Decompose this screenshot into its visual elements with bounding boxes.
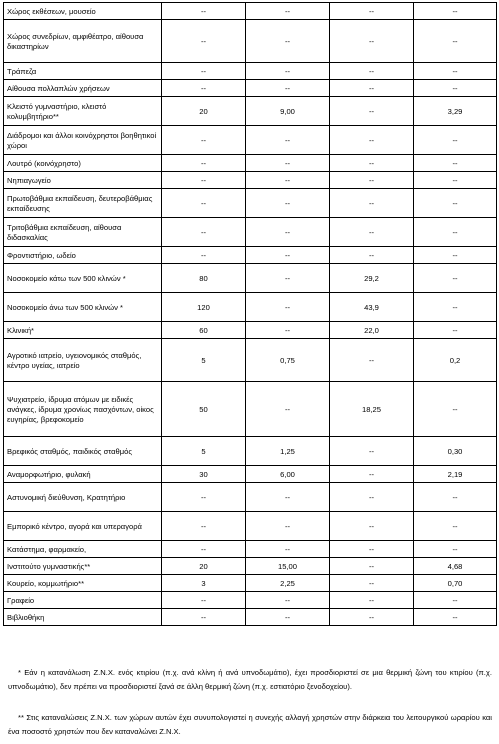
value-cell-col-1: 5 — [162, 339, 246, 382]
value-cell-col-3: -- — [330, 512, 414, 541]
value-cell-col-2: 0,75 — [246, 339, 330, 382]
value-cell-col-3: -- — [330, 437, 414, 466]
table-row — [4, 20, 497, 63]
value-cell-col-1: -- — [162, 218, 246, 247]
value-cell-col-1: -- — [162, 541, 246, 558]
value-cell-col-4: -- — [414, 218, 497, 247]
row-label: Χώρος συνεδρίων, αμφιθέατρο, αίθουσα δικαστηρίων — [4, 20, 162, 63]
table-row — [4, 218, 497, 247]
value-cell-col-4: -- — [414, 80, 497, 97]
value-cell-col-1: -- — [162, 247, 246, 264]
row-label: Νοσοκομείο κάτω των 500 κλινών * — [4, 264, 162, 293]
row-label: Αγροτικό ιατρείο, υγειονομικός σταθμός, κέντρο υγείας, ιατρείο — [4, 339, 162, 382]
value-cell-col-4: 3,29 — [414, 97, 497, 126]
consumption-table — [3, 2, 497, 626]
table-row — [4, 126, 497, 155]
value-cell-col-3: 29,2 — [330, 264, 414, 293]
value-cell-col-2: -- — [246, 189, 330, 218]
value-cell-col-3: -- — [330, 247, 414, 264]
value-cell-col-4: -- — [414, 592, 497, 609]
table-row — [4, 466, 497, 483]
value-cell-col-3: 22,0 — [330, 322, 414, 339]
value-cell-col-1: 20 — [162, 97, 246, 126]
value-cell-col-2: -- — [246, 63, 330, 80]
table-row — [4, 483, 497, 512]
value-cell-col-2: -- — [246, 80, 330, 97]
value-cell-col-3: -- — [330, 558, 414, 575]
row-label: Τράπεζα — [4, 63, 162, 80]
value-cell-col-1: 50 — [162, 382, 246, 437]
table-row — [4, 382, 497, 437]
value-cell-col-4: -- — [414, 322, 497, 339]
row-label: Ψυχιατρείο, ίδρυμα ατόμων με ειδικές ανάγκες, ίδρυμα χρονίως πασχόντων, οίκος ευγηρίας, βρεφοκομείο — [4, 382, 162, 437]
table-row — [4, 609, 497, 626]
row-label: Κουρείο, κομμωτήριο** — [4, 575, 162, 592]
value-cell-col-1: -- — [162, 189, 246, 218]
row-label: Νοσοκομείο άνω των 500 κλινών * — [4, 293, 162, 322]
value-cell-col-3: -- — [330, 126, 414, 155]
value-cell-col-3: -- — [330, 3, 414, 20]
value-cell-col-2: -- — [246, 247, 330, 264]
value-cell-col-3: -- — [330, 575, 414, 592]
value-cell-col-4: 0,30 — [414, 437, 497, 466]
value-cell-col-2: 9,00 — [246, 97, 330, 126]
value-cell-col-4: -- — [414, 483, 497, 512]
value-cell-col-2: 2,25 — [246, 575, 330, 592]
value-cell-col-3: -- — [330, 339, 414, 382]
value-cell-col-1: -- — [162, 609, 246, 626]
value-cell-col-2: -- — [246, 3, 330, 20]
value-cell-col-1: 30 — [162, 466, 246, 483]
value-cell-col-2: -- — [246, 322, 330, 339]
table-row — [4, 189, 497, 218]
value-cell-col-3: -- — [330, 483, 414, 512]
table-row — [4, 558, 497, 575]
row-label: Βιβλιοθήκη — [4, 609, 162, 626]
value-cell-col-4: -- — [414, 382, 497, 437]
table-row — [4, 172, 497, 189]
value-cell-col-2: -- — [246, 20, 330, 63]
value-cell-col-1: -- — [162, 155, 246, 172]
value-cell-col-1: -- — [162, 512, 246, 541]
value-cell-col-4: -- — [414, 293, 497, 322]
value-cell-col-3: -- — [330, 172, 414, 189]
table-row — [4, 575, 497, 592]
value-cell-col-3: -- — [330, 20, 414, 63]
value-cell-col-1: 80 — [162, 264, 246, 293]
table-row — [4, 293, 497, 322]
table-row — [4, 592, 497, 609]
row-label: Ινστιτούτο γυμναστικής** — [4, 558, 162, 575]
table-body — [4, 3, 497, 626]
value-cell-col-4: -- — [414, 512, 497, 541]
value-cell-col-3: -- — [330, 63, 414, 80]
row-label: Διάδρομοι και άλλοι κοινόχρηστοι βοηθητικοί χώροι — [4, 126, 162, 155]
value-cell-col-2: -- — [246, 293, 330, 322]
footnote-double-asterisk: ** Στις καταναλώσεις Ζ.Ν.Χ. των χώρων αυτών έχει συνυπολογιστεί η συνεχής αλλαγή χρηστών στην διάρκεια του λειτουργικού ωραρίου και ένα ποσοστό χρηστών που δεν καταναλώνει Ζ.Ν.Χ. — [8, 713, 492, 736]
value-cell-col-1: 120 — [162, 293, 246, 322]
value-cell-col-1: -- — [162, 172, 246, 189]
value-cell-col-2: -- — [246, 512, 330, 541]
value-cell-col-1: 20 — [162, 558, 246, 575]
row-label: Κατάστημα, φαρμακείο, — [4, 541, 162, 558]
value-cell-col-3: -- — [330, 80, 414, 97]
table-row — [4, 541, 497, 558]
table-row — [4, 247, 497, 264]
row-label: Χώρος εκθέσεων, μουσείο — [4, 3, 162, 20]
row-label: Αστυνομική διεύθυνση, Κρατητήριο — [4, 483, 162, 512]
value-cell-col-4: 0,70 — [414, 575, 497, 592]
value-cell-col-4: -- — [414, 63, 497, 80]
value-cell-col-1: -- — [162, 483, 246, 512]
value-cell-col-3: -- — [330, 541, 414, 558]
value-cell-col-4: -- — [414, 3, 497, 20]
row-label: Αίθουσα πολλαπλών χρήσεων — [4, 80, 162, 97]
value-cell-col-1: -- — [162, 63, 246, 80]
table-row — [4, 322, 497, 339]
value-cell-col-1: -- — [162, 3, 246, 20]
value-cell-col-2: -- — [246, 592, 330, 609]
table-row — [4, 437, 497, 466]
value-cell-col-4: -- — [414, 172, 497, 189]
row-label: Γραφείο — [4, 592, 162, 609]
row-label: Τριτοβάθμια εκπαίδευση, αίθουσα διδασκαλίας — [4, 218, 162, 247]
value-cell-col-3: -- — [330, 609, 414, 626]
value-cell-col-4: 4,68 — [414, 558, 497, 575]
value-cell-col-2: -- — [246, 218, 330, 247]
value-cell-col-4: -- — [414, 155, 497, 172]
value-cell-col-3: -- — [330, 97, 414, 126]
value-cell-col-2: -- — [246, 541, 330, 558]
value-cell-col-3: -- — [330, 592, 414, 609]
value-cell-col-4: -- — [414, 609, 497, 626]
value-cell-col-3: 43,9 — [330, 293, 414, 322]
table-row — [4, 339, 497, 382]
value-cell-col-2: -- — [246, 126, 330, 155]
value-cell-col-2: -- — [246, 609, 330, 626]
row-label: Πρωτοβάθμια εκπαίδευση, δευτεροβάθμιας εκπαίδευσης — [4, 189, 162, 218]
value-cell-col-2: -- — [246, 172, 330, 189]
value-cell-col-4: -- — [414, 541, 497, 558]
value-cell-col-1: 60 — [162, 322, 246, 339]
table-row — [4, 512, 497, 541]
value-cell-col-4: 2,19 — [414, 466, 497, 483]
value-cell-col-1: -- — [162, 126, 246, 155]
value-cell-col-1: -- — [162, 20, 246, 63]
value-cell-col-4: -- — [414, 247, 497, 264]
value-cell-col-4: -- — [414, 126, 497, 155]
value-cell-col-2: -- — [246, 264, 330, 293]
row-label: Νηπιαγωγείο — [4, 172, 162, 189]
value-cell-col-2: -- — [246, 155, 330, 172]
value-cell-col-1: -- — [162, 80, 246, 97]
value-cell-col-4: -- — [414, 189, 497, 218]
row-label: Αναμορφωτήριο, φυλακή — [4, 466, 162, 483]
value-cell-col-3: -- — [330, 218, 414, 247]
row-label: Φροντιστήριο, ωδείο — [4, 247, 162, 264]
footnote-single-asterisk: * Εάν η κατανάλωση Ζ.Ν.Χ. ενός κτιρίου (π.χ. ανά κλίνη ή ανά υπνοδωμάτιο), έχει προσδιοριστεί σε μια θερμική ζώνη του κτιρίου (π.χ. υπνοδωμάτιο), δεν πρέπει να προσδιοριστεί ξανά σε άλλη θερμική ζώνη (π.χ. εστιατόριο ξενοδοχείου). — [8, 668, 492, 691]
row-label: Κλειστό γυμναστήριο, κλειστό κολυμβητήριο** — [4, 97, 162, 126]
row-label: Εμπορικό κέντρο, αγορά και υπεραγορά — [4, 512, 162, 541]
value-cell-col-4: -- — [414, 264, 497, 293]
value-cell-col-4: -- — [414, 20, 497, 63]
table-row — [4, 155, 497, 172]
table-row — [4, 97, 497, 126]
value-cell-col-3: 18,25 — [330, 382, 414, 437]
value-cell-col-4: 0,2 — [414, 339, 497, 382]
value-cell-col-3: -- — [330, 189, 414, 218]
value-cell-col-2: 1,25 — [246, 437, 330, 466]
table-row — [4, 3, 497, 20]
value-cell-col-2: -- — [246, 483, 330, 512]
value-cell-col-3: -- — [330, 155, 414, 172]
value-cell-col-3: -- — [330, 466, 414, 483]
row-label: Βρεφικός σταθμός, παιδικός σταθμός — [4, 437, 162, 466]
value-cell-col-1: -- — [162, 592, 246, 609]
value-cell-col-2: -- — [246, 382, 330, 437]
value-cell-col-1: 5 — [162, 437, 246, 466]
row-label: Λουτρό (κοινόχρηστο) — [4, 155, 162, 172]
table-row — [4, 63, 497, 80]
table-row — [4, 80, 497, 97]
row-label: Κλινική* — [4, 322, 162, 339]
table-row — [4, 264, 497, 293]
value-cell-col-1: 3 — [162, 575, 246, 592]
value-cell-col-2: 15,00 — [246, 558, 330, 575]
value-cell-col-2: 6,00 — [246, 466, 330, 483]
